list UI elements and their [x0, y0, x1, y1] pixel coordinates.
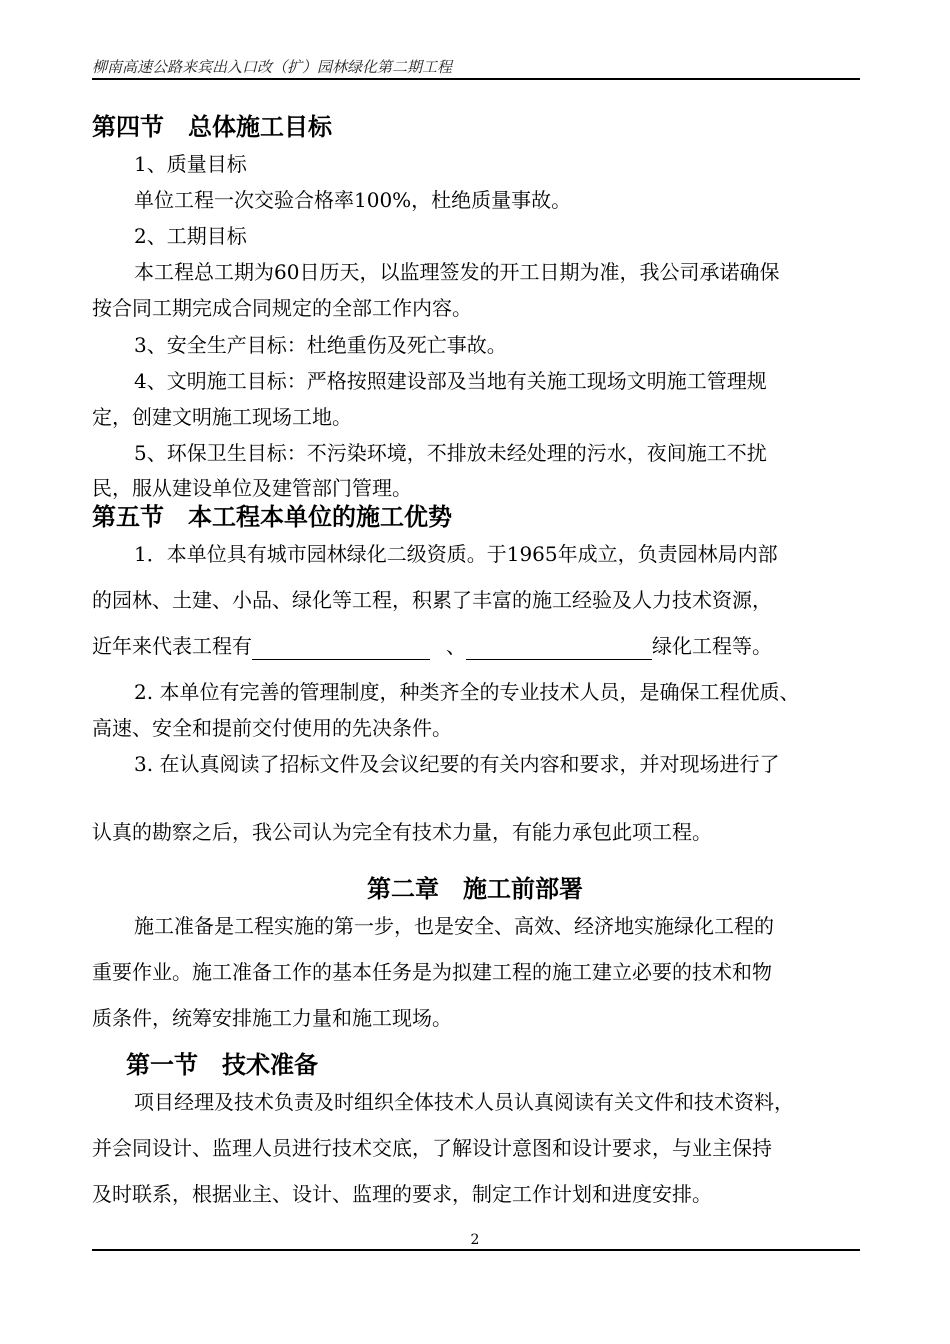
item2-title: 2、工期目标	[134, 224, 247, 248]
item4-text-line1: 4、文明施工目标：严格按照建设部及当地有关施工现场文明施工管理规	[134, 369, 767, 393]
item5-text-line2: 民，服从建设单位及建管部门管理。	[92, 476, 412, 500]
ch2-p1-line1: 施工准备是工程实施的第一步，也是安全、高效、经济地实施绿化工程的	[134, 914, 774, 938]
header-rule	[92, 78, 860, 80]
page-header: 柳南高速公路来宾出入口改（扩）园林绿化第二期工程	[92, 58, 453, 76]
chapter2-heading: 第二章 施工前部署	[367, 875, 583, 903]
s5-p1-line3-sep: 、	[446, 634, 466, 658]
item5-text-line1: 5、环保卫生目标：不污染环境，不排放未经处理的污水，夜间施工不扰	[134, 441, 767, 465]
s5-p2-line1: 2. 本单位有完善的管理制度，种类齐全的专业技术人员，是确保工程优质、	[134, 680, 800, 704]
blank-project-1[interactable]	[252, 637, 430, 660]
ch2-sec1-heading: 第一节 技术准备	[126, 1051, 318, 1079]
s5-p1-line1: 1．本单位具有城市园林绿化二级资质。于1965年成立，负责园林局内部	[134, 542, 778, 566]
item3-text: 3、安全生产目标：杜绝重伤及死亡事故。	[134, 333, 507, 357]
item2-text-line2: 按合同工期完成合同规定的全部工作内容。	[92, 296, 472, 320]
ch2-sec1-line1: 项目经理及技术负责及时组织全体技术人员认真阅读有关文件和技术资料，	[134, 1090, 794, 1114]
item1-title: 1、质量目标	[134, 152, 247, 176]
s5-p3-line2: 认真的勘察之后，我公司认为完全有技术力量，有能力承包此项工程。	[92, 820, 712, 844]
ch2-sec1-line3: 及时联系，根据业主、设计、监理的要求，制定工作计划和进度安排。	[92, 1182, 712, 1206]
s5-p1-line3	[92, 632, 772, 660]
footer-rule	[92, 1249, 860, 1251]
item1-text: 单位工程一次交验合格率100%，杜绝质量事故。	[134, 188, 572, 212]
section5-heading: 第五节 本工程本单位的施工优势	[92, 503, 452, 531]
page-number: 2	[470, 1232, 480, 1248]
s5-p3-line1: 3. 在认真阅读了招标文件及会议纪要的有关内容和要求，并对现场进行了	[134, 752, 780, 776]
s5-p1-line3-suffix: 绿化工程等。	[652, 634, 772, 658]
blank-project-2[interactable]	[466, 637, 652, 660]
ch2-p1-line3: 质条件，统筹安排施工力量和施工现场。	[92, 1006, 452, 1030]
s5-p1-line2: 的园林、土建、小品、绿化等工程，积累了丰富的施工经验及人力技术资源，	[92, 588, 772, 612]
s5-p2-line2: 高速、安全和提前交付使用的先决条件。	[92, 716, 452, 740]
ch2-p1-line2: 重要作业。施工准备工作的基本任务是为拟建工程的施工建立必要的技术和物	[92, 960, 772, 984]
item4-text-line2: 定，创建文明施工现场工地。	[92, 405, 352, 429]
section4-heading: 第四节 总体施工目标	[92, 113, 332, 141]
s5-p1-line3-prefix: 近年来代表工程有	[92, 634, 252, 658]
ch2-sec1-line2: 并会同设计、监理人员进行技术交底，了解设计意图和设计要求，与业主保持	[92, 1136, 772, 1160]
item2-text-line1: 本工程总工期为60日历天，以监理签发的开工日期为准，我公司承诺确保	[134, 260, 780, 284]
